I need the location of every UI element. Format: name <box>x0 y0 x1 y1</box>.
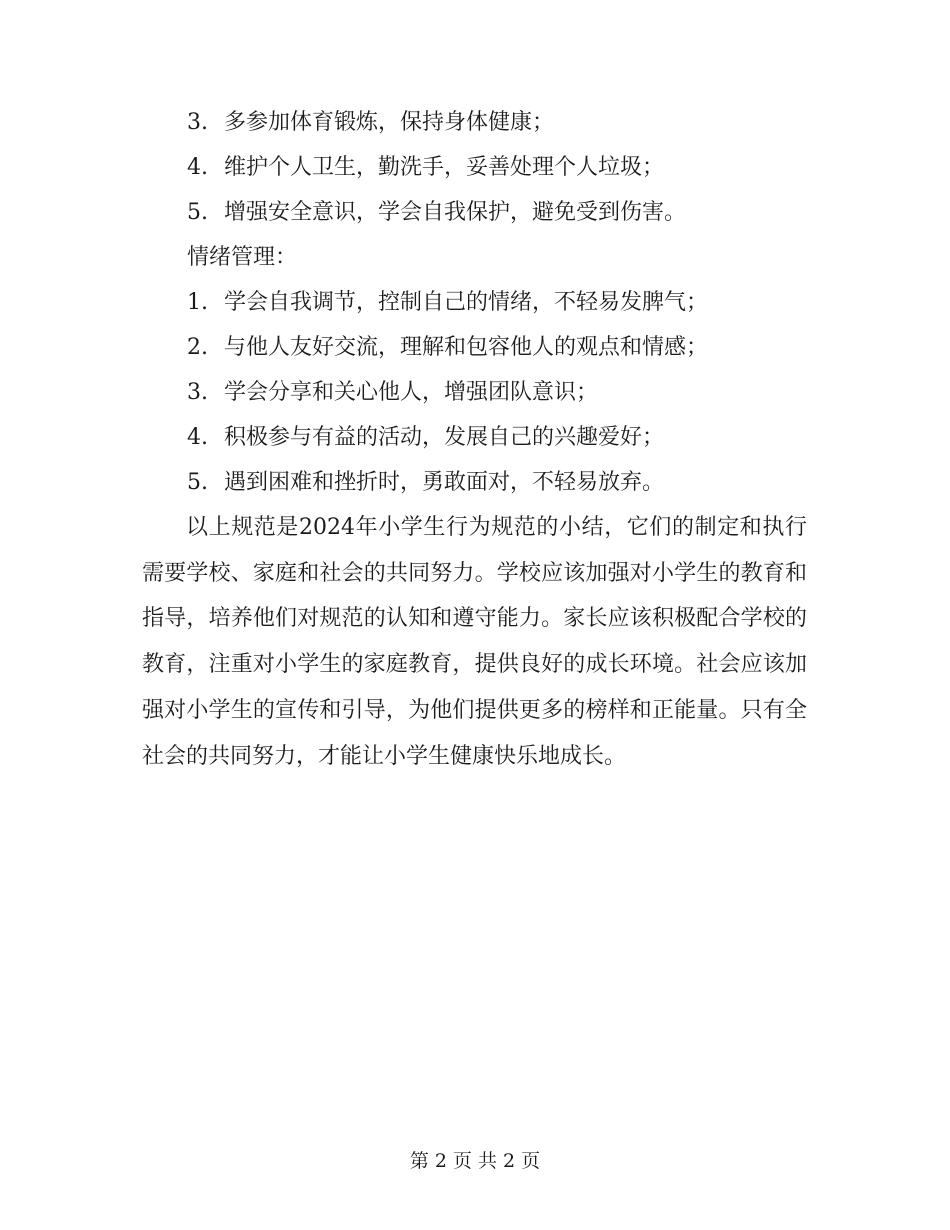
list-item <box>142 145 812 190</box>
list-item-number: 3. <box>187 380 208 405</box>
list-item-text: 增强安全意识，学会自我保护，避免受到伤害。 <box>224 200 687 225</box>
section-heading: 情绪管理： <box>187 245 298 270</box>
list-item-text: 积极参与有益的活动，发展自己的兴趣爱好； <box>224 425 665 450</box>
list-item-number: 5. <box>187 200 208 225</box>
list-item-text: 学会分享和关心他人，增强团队意识； <box>224 380 599 405</box>
list-item-text: 遇到困难和挫折时，勇敢面对，不轻易放弃。 <box>224 470 665 495</box>
list-item <box>142 460 812 505</box>
list-item <box>142 325 812 370</box>
document-body <box>142 100 812 779</box>
list-item-number: 4. <box>187 155 208 180</box>
list-item-number: 1. <box>187 290 208 315</box>
page-footer: 第 2 页 共 2 页 <box>409 1150 541 1172</box>
list-item <box>142 370 812 415</box>
list-item <box>142 415 812 460</box>
list-item <box>142 100 812 145</box>
list-item <box>142 190 812 235</box>
list-item-text: 多参加体育锻炼，保持身体健康； <box>224 110 555 135</box>
list-item-number: 5. <box>187 470 208 495</box>
list-item-text: 学会自我调节，控制自己的情绪，不轻易发脾气； <box>224 290 709 315</box>
summary-paragraph: 以上规范是2024年小学生行为规范的小结，它们的制定和执行需要学校、家庭和社会的共同努力。学校应该加强对小学生的教育和指导，培养他们对规范的认知和遵守能力。家长应该积极配合学校的教育，注重对小学生的家庭教育，提供良好的成长环境。社会应该加强对小学生的宣传和引导，为他们提供更多的榜样和正能量。只有全社会的共同努力，才能让小学生健康快乐地成长。 <box>142 515 807 769</box>
list-item-number: 3. <box>187 110 208 135</box>
list-item <box>142 280 812 325</box>
list-item-number: 2. <box>187 335 208 360</box>
list-item-text: 维护个人卫生，勤洗手，妥善处理个人垃圾； <box>224 155 665 180</box>
list-item-text: 与他人友好交流，理解和包容他人的观点和情感； <box>224 335 709 360</box>
list-item-number: 4. <box>187 425 208 450</box>
